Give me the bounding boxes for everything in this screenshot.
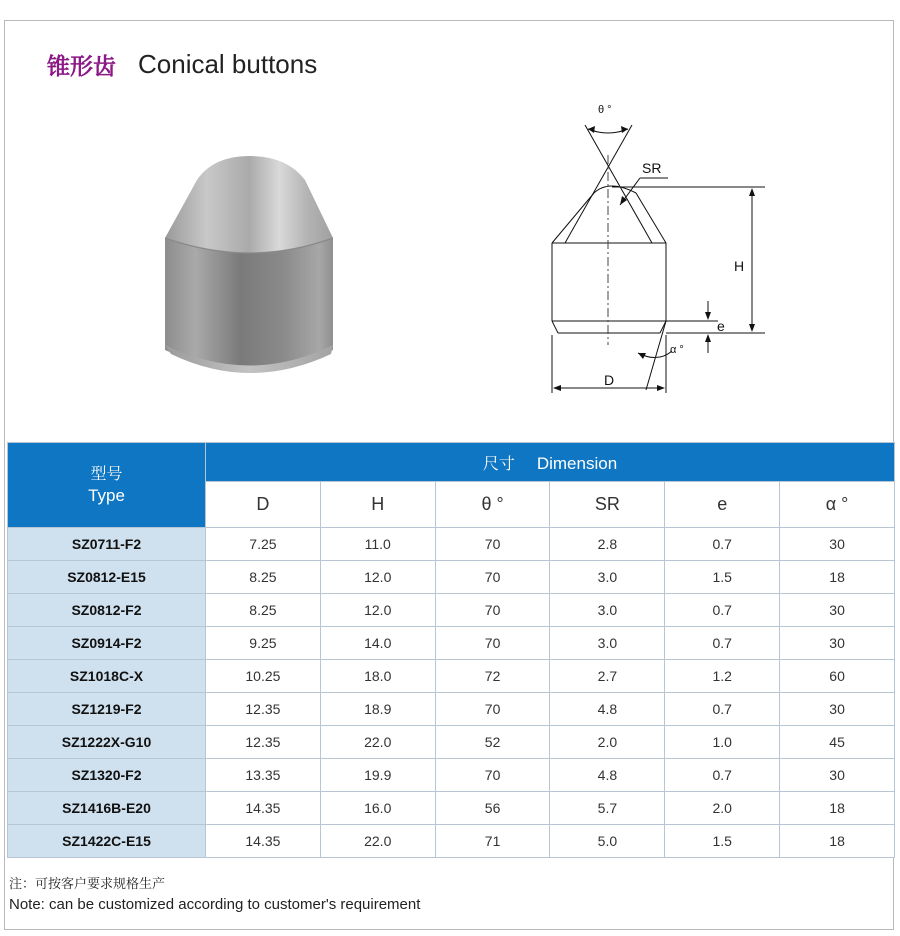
column-header-sr: SR: [550, 482, 665, 528]
value-cell: 70: [435, 627, 550, 660]
value-cell: 3.0: [550, 561, 665, 594]
value-cell: 5.0: [550, 825, 665, 858]
value-cell: 18: [780, 561, 895, 594]
value-cell: 0.7: [665, 627, 780, 660]
value-cell: 1.5: [665, 561, 780, 594]
value-cell: 30: [780, 693, 895, 726]
value-cell: 11.0: [320, 528, 435, 561]
dimension-diagram: [540, 95, 780, 400]
table-row: [8, 561, 895, 594]
sr-label: SR: [642, 160, 662, 176]
value-cell: 1.0: [665, 726, 780, 759]
value-cell: 2.7: [550, 660, 665, 693]
value-cell: 0.7: [665, 594, 780, 627]
value-cell: 18: [780, 792, 895, 825]
h-label: H: [734, 258, 745, 274]
type-header-en: Type: [88, 486, 125, 505]
value-cell: 4.8: [550, 759, 665, 792]
type-cell: SZ0711-F2: [8, 528, 206, 561]
table-row: [8, 792, 895, 825]
value-cell: 45: [780, 726, 895, 759]
type-header: [8, 443, 206, 528]
value-cell: 14.35: [206, 825, 321, 858]
value-cell: 9.25: [206, 627, 321, 660]
value-cell: 13.35: [206, 759, 321, 792]
value-cell: 70: [435, 594, 550, 627]
conical-button-photo: [155, 150, 345, 385]
value-cell: 14.35: [206, 792, 321, 825]
dimension-header-en: Dimension: [536, 453, 618, 473]
value-cell: 70: [435, 759, 550, 792]
value-cell: 7.25: [206, 528, 321, 561]
value-cell: 30: [780, 594, 895, 627]
alpha-label: α °: [670, 344, 684, 356]
value-cell: 30: [780, 627, 895, 660]
value-cell: 5.7: [550, 792, 665, 825]
value-cell: 2.0: [550, 726, 665, 759]
value-cell: 3.0: [550, 594, 665, 627]
footnote-chinese: 注：可按客户要求规格生产: [9, 877, 166, 892]
column-header-h: H: [320, 482, 435, 528]
value-cell: 1.2: [665, 660, 780, 693]
d-label: D: [604, 372, 615, 388]
value-cell: 30: [780, 528, 895, 561]
value-cell: 0.7: [665, 528, 780, 561]
type-cell: SZ1416B-E20: [8, 792, 206, 825]
type-cell: SZ0812-E15: [8, 561, 206, 594]
specification-table: [7, 442, 895, 858]
type-cell: SZ1222X-G10: [8, 726, 206, 759]
type-cell: SZ1018C-X: [8, 660, 206, 693]
column-header-e: e: [665, 482, 780, 528]
table-row: [8, 726, 895, 759]
value-cell: 2.8: [550, 528, 665, 561]
value-cell: 56: [435, 792, 550, 825]
value-cell: 52: [435, 726, 550, 759]
value-cell: 12.0: [320, 594, 435, 627]
value-cell: 14.0: [320, 627, 435, 660]
value-cell: 70: [435, 561, 550, 594]
value-cell: 71: [435, 825, 550, 858]
value-cell: 0.7: [665, 759, 780, 792]
value-cell: 0.7: [665, 693, 780, 726]
type-cell: SZ1219-F2: [8, 693, 206, 726]
value-cell: 22.0: [320, 825, 435, 858]
dimension-header-cn: 尺寸: [482, 453, 515, 473]
e-label: e: [717, 318, 725, 334]
value-cell: 30: [780, 759, 895, 792]
table-row: [8, 693, 895, 726]
value-cell: 19.9: [320, 759, 435, 792]
value-cell: 70: [435, 528, 550, 561]
table-row: [8, 660, 895, 693]
table-row: [8, 594, 895, 627]
type-cell: SZ1422C-E15: [8, 825, 206, 858]
table-row: [8, 759, 895, 792]
value-cell: 2.0: [665, 792, 780, 825]
value-cell: 8.25: [206, 561, 321, 594]
type-cell: SZ0812-F2: [8, 594, 206, 627]
column-header-d: D: [206, 482, 321, 528]
value-cell: 22.0: [320, 726, 435, 759]
value-cell: 4.8: [550, 693, 665, 726]
value-cell: 70: [435, 693, 550, 726]
column-header-theta: θ °: [435, 482, 550, 528]
table-row: [8, 627, 895, 660]
column-header-alpha: α °: [780, 482, 895, 528]
theta-label: θ °: [598, 104, 612, 116]
page-title: [47, 48, 317, 80]
table-row: [8, 825, 895, 858]
type-header-cn: 型号: [90, 464, 123, 483]
type-cell: SZ0914-F2: [8, 627, 206, 660]
title-english: Conical buttons: [138, 49, 318, 79]
value-cell: 12.35: [206, 693, 321, 726]
table-row: [8, 528, 895, 561]
value-cell: 12.35: [206, 726, 321, 759]
value-cell: 12.0: [320, 561, 435, 594]
value-cell: 3.0: [550, 627, 665, 660]
dimension-header: [206, 443, 895, 482]
value-cell: 72: [435, 660, 550, 693]
value-cell: 18.9: [320, 693, 435, 726]
value-cell: 60: [780, 660, 895, 693]
type-cell: SZ1320-F2: [8, 759, 206, 792]
value-cell: 16.0: [320, 792, 435, 825]
value-cell: 8.25: [206, 594, 321, 627]
footnote-english: Note: can be customized according to customer's requirement: [9, 896, 421, 913]
title-chinese: 锥形齿: [47, 54, 116, 80]
value-cell: 10.25: [206, 660, 321, 693]
footnote: [9, 875, 420, 915]
value-cell: 1.5: [665, 825, 780, 858]
value-cell: 18.0: [320, 660, 435, 693]
value-cell: 18: [780, 825, 895, 858]
